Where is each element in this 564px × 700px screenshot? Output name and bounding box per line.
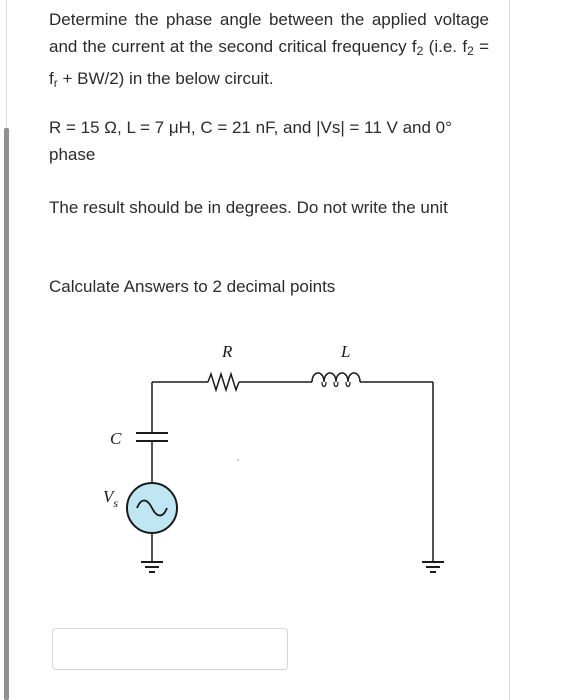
question-text-part: (i.e. f (423, 37, 468, 56)
resistor-label: R (222, 342, 233, 361)
capacitor-label: C (110, 429, 122, 448)
question-paragraph-precision: Calculate Answers to 2 decimal points (49, 277, 336, 296)
question-paragraph-1 (49, 6, 489, 97)
source-label-sub: s (113, 496, 119, 510)
right-border (509, 0, 510, 700)
accent-bar (4, 128, 9, 700)
source-label-main: V (103, 487, 114, 506)
stray-dot (237, 459, 239, 461)
answer-input[interactable] (52, 628, 288, 670)
question-paragraph-instructions: The result should be in degrees. Do not write the unit (49, 198, 448, 217)
question-text-part: = f (49, 37, 489, 88)
question-text-part: + BW/2) in the below circuit. (57, 69, 274, 88)
circuit-diagram (90, 330, 450, 590)
resistor-symbol (208, 374, 239, 390)
source-label (103, 487, 118, 510)
subscript: 2 (467, 44, 474, 58)
inductor-symbol (312, 373, 360, 382)
subscript: r (53, 76, 58, 90)
inductor-loops (322, 382, 350, 387)
subscript: 2 (416, 44, 424, 58)
question-text-part: Determine the phase angle between the applied voltage and the current at the second critical frequency f (49, 10, 489, 56)
inductor-label: L (341, 342, 351, 361)
question-paragraph-parameters: R = 15 Ω, L = 7 μH, C = 21 nF, and |Vs| = 11 V and 0° phase (49, 118, 452, 164)
